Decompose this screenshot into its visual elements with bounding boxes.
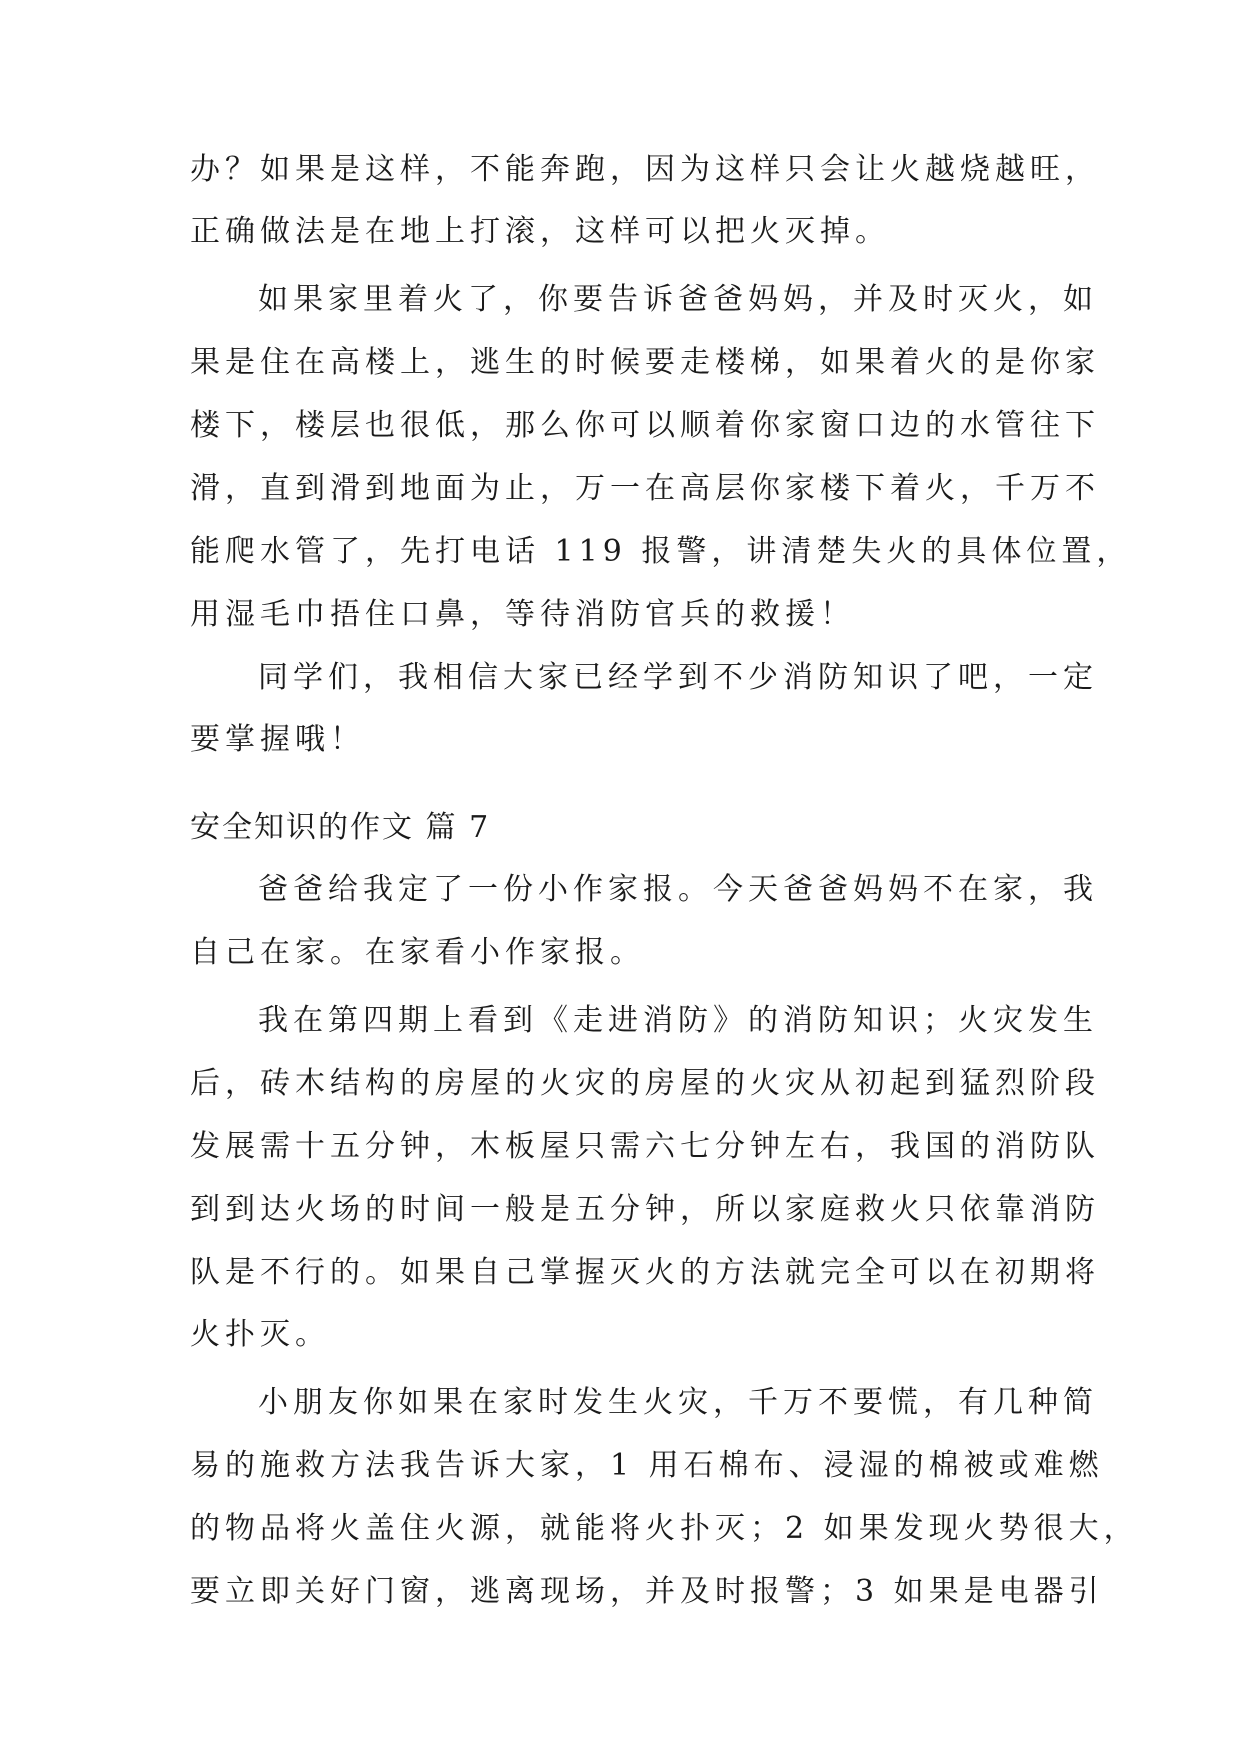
text-line: 要掌握哦！ xyxy=(190,722,365,757)
text-line: 用湿毛巾捂住口鼻，等待消防官兵的救援！ xyxy=(190,597,855,632)
text-line: 如果家里着火了，你要告诉爸爸妈妈，并及时灭火，如 xyxy=(258,282,1098,317)
text-line: 火扑灭。 xyxy=(190,1317,330,1352)
text-line: 楼下，楼层也很低，那么你可以顺着你家窗口边的水管往下 xyxy=(190,408,1100,443)
text-line: 后，砖木结构的房屋的火灾的房屋的火灾从初起到猛烈阶段 xyxy=(190,1066,1100,1101)
text-line: 办？如果是这样，不能奔跑，因为这样只会让火越烧越旺， xyxy=(190,152,1100,187)
text-line: 队是不行的。如果自己掌握灭火的方法就完全可以在初期将 xyxy=(190,1255,1100,1290)
text-line: 到到达火场的时间一般是五分钟，所以家庭救火只依靠消防 xyxy=(190,1192,1100,1227)
text-line: 果是住在高楼上，逃生的时候要走楼梯，如果着火的是你家 xyxy=(190,345,1100,380)
text-line: 自己在家。在家看小作家报。 xyxy=(190,935,645,970)
section-heading: 安全知识的作文 篇 7 xyxy=(190,810,491,845)
text-line: 要立即关好门窗，逃离现场，并及时报警；3 如果是电器引 xyxy=(190,1574,1104,1609)
text-line: 同学们，我相信大家已经学到不少消防知识了吧，一定 xyxy=(258,660,1098,695)
text-line: 能爬水管了，先打电话 119 报警，讲清楚失火的具体位置， xyxy=(190,534,1132,569)
text-line: 正确做法是在地上打滚，这样可以把火灭掉。 xyxy=(190,214,890,249)
text-line: 发展需十五分钟，木板屋只需六七分钟左右，我国的消防队 xyxy=(190,1129,1100,1164)
text-line: 小朋友你如果在家时发生火灾，千万不要慌，有几种简 xyxy=(258,1385,1098,1420)
text-line: 易的施救方法我告诉大家，1 用石棉布、浸湿的棉被或难燃 xyxy=(190,1448,1104,1483)
text-line: 滑，直到滑到地面为止，万一在高层你家楼下着火，千万不 xyxy=(190,471,1100,506)
text-line: 的物品将火盖住火源，就能将火扑灭；2 如果发现火势很大， xyxy=(190,1511,1139,1546)
text-line: 我在第四期上看到《走进消防》的消防知识；火灾发生 xyxy=(258,1003,1098,1038)
text-line: 爸爸给我定了一份小作家报。今天爸爸妈妈不在家，我 xyxy=(258,872,1098,907)
